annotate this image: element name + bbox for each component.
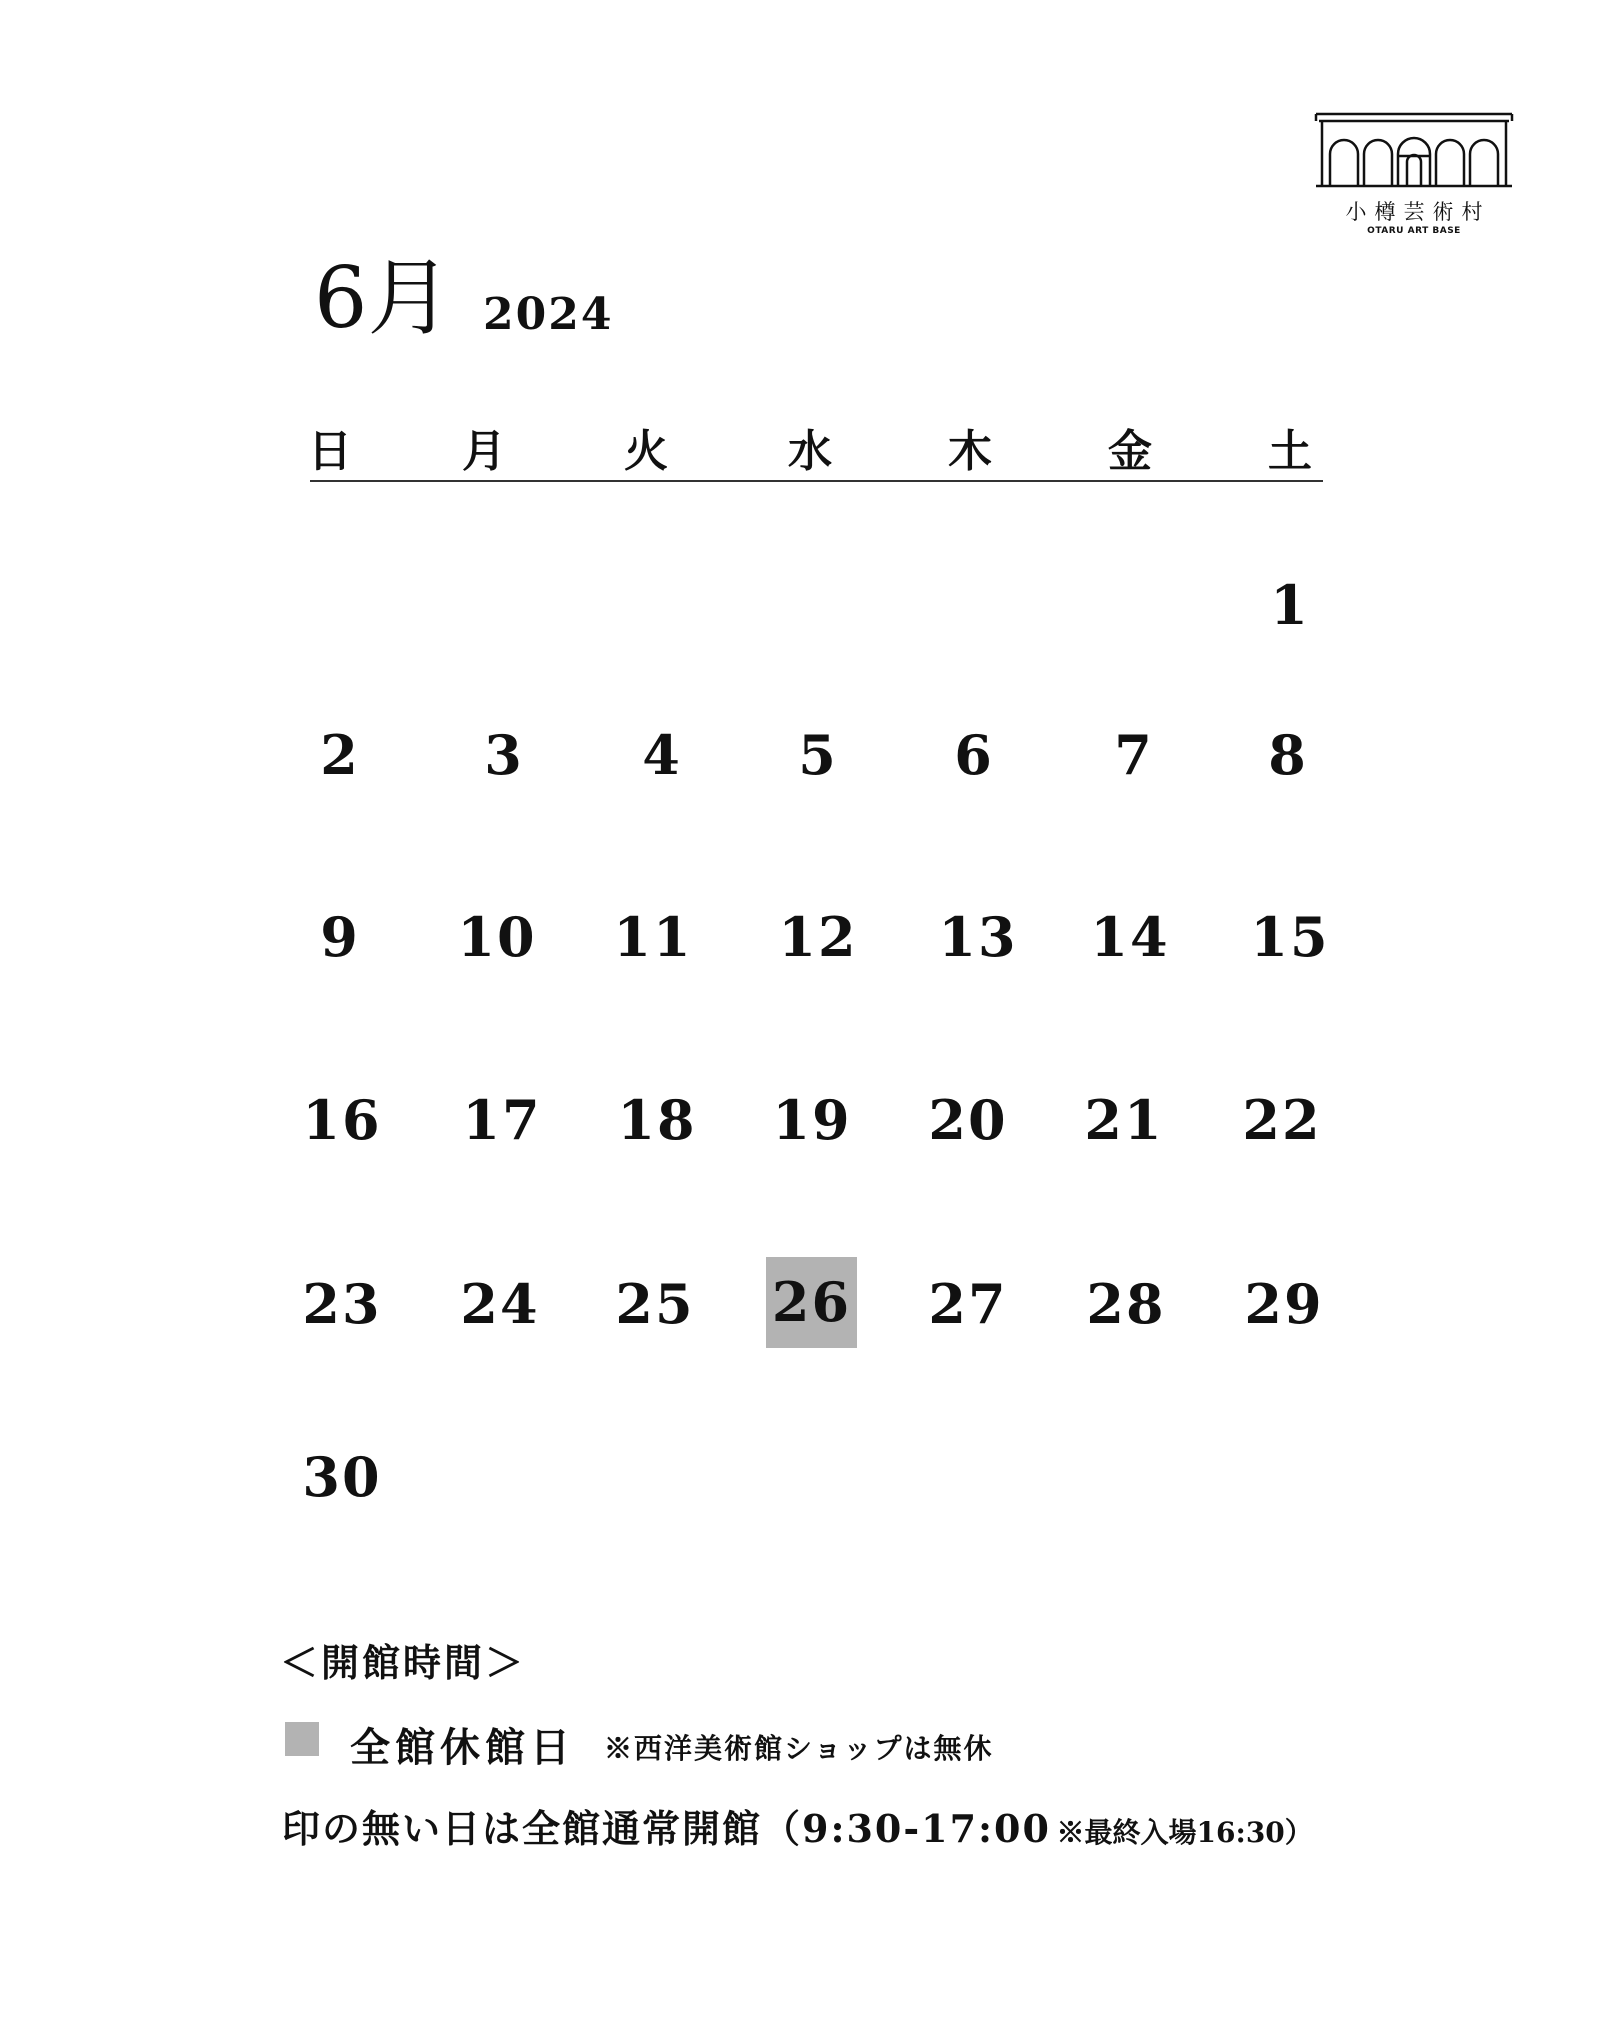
opening-hours-heading: ＜開館時間＞ — [280, 1640, 527, 1685]
calendar-day: 29 — [1244, 1272, 1324, 1336]
building-arches-icon — [1314, 112, 1514, 188]
calendar-day: 25 — [615, 1272, 695, 1336]
calendar-day: 17 — [462, 1088, 542, 1152]
calendar-day: 19 — [772, 1088, 852, 1152]
calendar-day: 22 — [1242, 1088, 1322, 1152]
weekday-thu: 木 — [948, 426, 992, 477]
calendar-day: 14 — [1090, 905, 1170, 969]
calendar-day: 16 — [302, 1088, 382, 1152]
calendar-day-closed: 26 — [766, 1257, 857, 1348]
calendar-day: 27 — [928, 1272, 1008, 1336]
closed-day-legend-note: ※西洋美術館ショップは無休 — [604, 1732, 994, 1765]
calendar-day: 28 — [1086, 1272, 1166, 1336]
calendar-day: 13 — [938, 905, 1018, 969]
closed-day-legend-label: 全館休館日 — [350, 1724, 575, 1771]
calendar-day: 21 — [1084, 1088, 1164, 1152]
weekday-tue: 火 — [624, 426, 668, 477]
regular-opening-info — [282, 1806, 1313, 1852]
weekday-sat: 土 — [1268, 426, 1312, 477]
calendar-day: 4 — [642, 723, 682, 787]
otaru-art-base-logo — [1308, 112, 1520, 242]
calendar-day: 23 — [302, 1272, 382, 1336]
calendar-year: 2024 — [483, 289, 614, 340]
logo-name-jp: 小樽芸術村 — [1345, 200, 1491, 224]
calendar-day: 30 — [302, 1445, 382, 1509]
calendar-day: 7 — [1114, 723, 1154, 787]
calendar-day: 11 — [613, 905, 693, 969]
weekday-mon: 月 — [462, 426, 506, 477]
regular-opening-hours: （9:30-17:00 — [762, 1806, 1051, 1851]
last-admission-note: ※最終入場16:30） — [1056, 1816, 1313, 1849]
calendar-day: 8 — [1268, 723, 1308, 787]
calendar-day: 20 — [928, 1088, 1008, 1152]
header-divider — [310, 480, 1323, 482]
calendar-day: 1 — [1270, 573, 1310, 637]
weekday-sun: 日 — [308, 426, 352, 477]
calendar-day: 2 — [320, 723, 360, 787]
calendar-month: 6月 — [314, 249, 452, 347]
calendar-day: 9 — [320, 905, 360, 969]
calendar-day: 12 — [778, 905, 858, 969]
calendar-day: 24 — [460, 1272, 540, 1336]
regular-opening-label: 印の無い日は全館通常開館 — [282, 1806, 763, 1851]
calendar-day: 10 — [457, 905, 537, 969]
calendar-day: 3 — [484, 723, 524, 787]
calendar-day: 15 — [1250, 905, 1330, 969]
calendar-day: 5 — [798, 723, 838, 787]
logo-name-en: OTARU ART BASE — [1367, 226, 1461, 236]
calendar-day: 18 — [617, 1088, 697, 1152]
weekday-wed: 水 — [788, 426, 832, 477]
closed-day-legend-swatch — [285, 1722, 319, 1756]
weekday-fri: 金 — [1108, 426, 1152, 477]
calendar-day: 6 — [954, 723, 994, 787]
